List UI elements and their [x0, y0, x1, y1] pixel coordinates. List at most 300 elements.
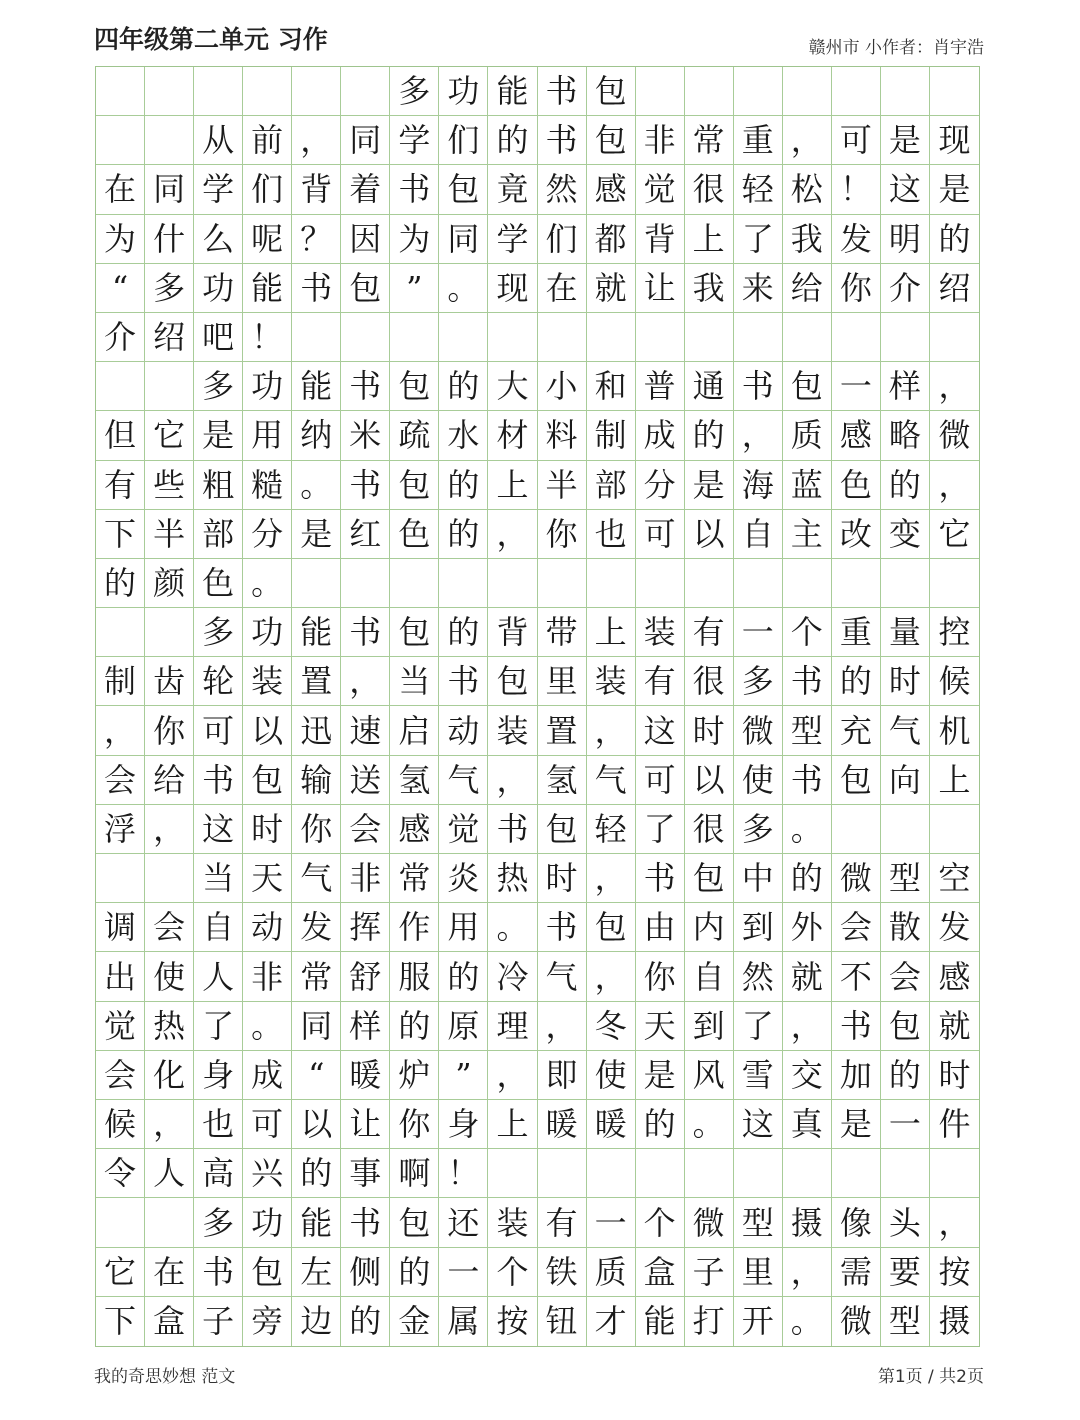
grid-cell: 改 — [832, 510, 881, 559]
grid-cell — [488, 313, 537, 362]
grid-cell: 可 — [636, 510, 685, 559]
grid-cell: 包 — [832, 756, 881, 805]
grid-cell: 是 — [685, 461, 734, 510]
grid-cell: 书 — [488, 805, 537, 854]
grid-cell: 。 — [243, 1002, 292, 1051]
grid-cell: 很 — [685, 805, 734, 854]
grid-cell: 装 — [587, 657, 636, 706]
grid-cell: 了 — [194, 1002, 243, 1051]
grid-cell: 服 — [390, 952, 439, 1001]
grid-cell: 能 — [488, 67, 537, 116]
grid-cell: 同 — [145, 165, 194, 214]
grid-cell: 调 — [96, 903, 145, 952]
grid-cell: 兴 — [243, 1149, 292, 1198]
grid-cell: 然 — [734, 952, 783, 1001]
grid-cell: 气 — [587, 756, 636, 805]
grid-cell: 不 — [832, 952, 881, 1001]
grid-cell: 天 — [243, 854, 292, 903]
grid-cell: 装 — [243, 657, 292, 706]
grid-cell: 是 — [930, 165, 979, 214]
grid-cell: 书 — [538, 67, 587, 116]
grid-cell: 包 — [587, 903, 636, 952]
grid-cell: 你 — [636, 952, 685, 1001]
grid-cell: 加 — [832, 1051, 881, 1100]
grid-cell: 由 — [636, 903, 685, 952]
grid-cell: 有 — [636, 657, 685, 706]
grid-cell: 然 — [538, 165, 587, 214]
grid-cell: 水 — [439, 411, 488, 460]
grid-cell: 发 — [930, 903, 979, 952]
grid-cell: 书 — [636, 854, 685, 903]
grid-cell: 事 — [341, 1149, 390, 1198]
grid-cell: 的 — [439, 362, 488, 411]
grid-cell: 质 — [783, 411, 832, 460]
grid-cell: 型 — [881, 1297, 930, 1346]
grid-cell: 的 — [390, 1002, 439, 1051]
grid-cell: 上 — [587, 608, 636, 657]
grid-cell — [930, 1149, 979, 1198]
grid-cell: 微 — [832, 854, 881, 903]
grid-cell: 人 — [194, 952, 243, 1001]
grid-cell: ， — [96, 706, 145, 755]
grid-cell: 在 — [538, 264, 587, 313]
grid-cell — [341, 67, 390, 116]
grid-cell: 什 — [145, 215, 194, 264]
grid-cell: 气 — [439, 756, 488, 805]
grid-cell: 摄 — [938, 1302, 971, 1341]
grid-cell: 炉 — [390, 1051, 439, 1100]
grid-cell: 制 — [587, 411, 636, 460]
grid-cell: ” — [439, 1051, 488, 1100]
grid-cell: 型 — [734, 1198, 783, 1247]
grid-cell: 到 — [685, 1002, 734, 1051]
grid-cell: 真 — [783, 1100, 832, 1149]
grid-cell: 色 — [194, 559, 243, 608]
grid-cell — [488, 1149, 537, 1198]
grid-cell: 为 — [390, 215, 439, 264]
grid-cell: 自 — [194, 903, 243, 952]
grid-cell — [145, 116, 194, 165]
grid-cell: 用 — [243, 411, 292, 460]
grid-cell — [636, 313, 685, 362]
grid-cell: 原 — [439, 1002, 488, 1051]
grid-cell: 感 — [930, 952, 979, 1001]
grid-cell: 在 — [96, 165, 145, 214]
grid-cell: 自 — [685, 952, 734, 1001]
grid-cell: 但 — [96, 411, 145, 460]
grid-cell: 需 — [832, 1248, 881, 1297]
grid-cell: 了 — [636, 805, 685, 854]
grid-cell — [145, 854, 194, 903]
grid-cell: 的 — [488, 116, 537, 165]
grid-cell: 书 — [734, 362, 783, 411]
grid-cell: ， — [930, 461, 979, 510]
grid-cell: 的 — [930, 215, 979, 264]
grid-cell: 的 — [881, 1051, 930, 1100]
grid-cell: 非 — [636, 116, 685, 165]
grid-cell: 成 — [636, 411, 685, 460]
grid-cell — [292, 559, 341, 608]
grid-cell: 我 — [685, 264, 734, 313]
grid-cell: 通 — [685, 362, 734, 411]
grid-cell — [587, 1149, 636, 1198]
grid-cell: 多 — [194, 362, 243, 411]
grid-cell: 书 — [194, 1248, 243, 1297]
grid-cell: 启 — [390, 706, 439, 755]
grid-cell — [881, 559, 930, 608]
grid-cell: 自 — [734, 510, 783, 559]
grid-cell: 候 — [930, 657, 979, 706]
grid-cell: 风 — [685, 1051, 734, 1100]
grid-cell: 就 — [783, 952, 832, 1001]
grid-cell: 包 — [587, 67, 636, 116]
grid-cell: 上 — [488, 1100, 537, 1149]
grid-cell: 给 — [145, 756, 194, 805]
grid-cell: 着 — [341, 165, 390, 214]
grid-cell: “ — [96, 264, 145, 313]
grid-cell: 冷 — [488, 952, 537, 1001]
grid-cell: 即 — [538, 1051, 587, 1100]
grid-cell: 多 — [194, 1198, 243, 1247]
grid-cell: 现 — [930, 116, 979, 165]
grid-cell: 才 — [587, 1297, 636, 1346]
grid-cell: 感 — [587, 165, 636, 214]
grid-cell: ， — [488, 756, 537, 805]
grid-cell: 松 — [783, 165, 832, 214]
grid-cell: 纳 — [292, 411, 341, 460]
grid-cell: 样 — [341, 1002, 390, 1051]
grid-cell: 一 — [832, 362, 881, 411]
grid-cell: 舒 — [341, 952, 390, 1001]
grid-cell: 半 — [538, 461, 587, 510]
grid-cell: ， — [145, 1100, 194, 1149]
grid-cell: 装 — [488, 706, 537, 755]
grid-cell — [341, 559, 390, 608]
grid-cell: 使 — [734, 756, 783, 805]
grid-cell: 置 — [538, 706, 587, 755]
document-title: 四年级第二单元 习作 — [94, 25, 328, 54]
grid-cell: 常 — [390, 854, 439, 903]
grid-cell: 微 — [685, 1198, 734, 1247]
grid-cell: 为 — [96, 215, 145, 264]
grid-cell: 装 — [488, 1198, 537, 1247]
grid-cell: 会 — [341, 805, 390, 854]
grid-cell: 一 — [734, 608, 783, 657]
grid-cell: 书 — [341, 1198, 390, 1247]
grid-cell: 分 — [636, 461, 685, 510]
grid-cell: 理 — [488, 1002, 537, 1051]
grid-cell: 感 — [832, 411, 881, 460]
grid-cell: 型 — [881, 854, 930, 903]
grid-cell: 身 — [439, 1100, 488, 1149]
grid-cell — [832, 67, 881, 116]
grid-cell: 使 — [587, 1051, 636, 1100]
grid-cell: 轻 — [587, 805, 636, 854]
writing-grid — [95, 66, 980, 1347]
grid-cell: 是 — [881, 116, 930, 165]
grid-cell: 浮 — [96, 805, 145, 854]
grid-cell: 包 — [390, 608, 439, 657]
grid-cell: 向 — [881, 756, 930, 805]
grid-cell: 你 — [292, 805, 341, 854]
grid-cell: 里 — [538, 657, 587, 706]
grid-cell: 的 — [783, 854, 832, 903]
grid-cell: 天 — [636, 1002, 685, 1051]
grid-cell: ， — [538, 1002, 587, 1051]
grid-cell: 米 — [341, 411, 390, 460]
grid-cell — [734, 67, 783, 116]
grid-cell: 包 — [783, 362, 832, 411]
grid-cell: 。 — [292, 461, 341, 510]
grid-cell: 微 — [832, 1297, 881, 1346]
grid-cell: 功 — [243, 362, 292, 411]
grid-cell: 给 — [783, 264, 832, 313]
grid-cell: 包 — [341, 264, 390, 313]
grid-cell: 速 — [341, 706, 390, 755]
grid-cell: 挥 — [341, 903, 390, 952]
grid-cell: 学 — [488, 215, 537, 264]
grid-cell: 充 — [832, 706, 881, 755]
grid-cell: 颜 — [145, 559, 194, 608]
grid-cell: 了 — [734, 1002, 783, 1051]
grid-cell: 。 — [243, 559, 292, 608]
grid-cell: 常 — [685, 116, 734, 165]
grid-cell — [783, 559, 832, 608]
grid-cell: 从 — [194, 116, 243, 165]
grid-cell: ， — [783, 1002, 832, 1051]
grid-cell: 它 — [145, 411, 194, 460]
grid-cell: 书 — [341, 608, 390, 657]
grid-cell: 包 — [488, 657, 537, 706]
grid-cell: 摄 — [783, 1198, 832, 1247]
grid-cell: 这 — [881, 165, 930, 214]
grid-cell: 多 — [734, 805, 783, 854]
author-info: 赣州市 小作者：肖宇浩 — [808, 38, 984, 58]
grid-cell: 半 — [145, 510, 194, 559]
grid-cell: 书 — [341, 461, 390, 510]
grid-cell: ， — [587, 952, 636, 1001]
grid-cell: 在 — [145, 1248, 194, 1297]
grid-cell: 空 — [930, 854, 979, 903]
grid-cell — [783, 313, 832, 362]
grid-cell: 我 — [783, 215, 832, 264]
grid-cell: 包 — [243, 756, 292, 805]
grid-cell — [538, 559, 587, 608]
grid-cell — [390, 313, 439, 362]
grid-cell: 大 — [488, 362, 537, 411]
grid-cell — [881, 805, 930, 854]
grid-cell — [587, 313, 636, 362]
grid-cell: 同 — [439, 215, 488, 264]
grid-cell: 出 — [96, 952, 145, 1001]
grid-cell — [636, 67, 685, 116]
grid-cell: 送 — [341, 756, 390, 805]
grid-cell: 制 — [96, 657, 145, 706]
grid-cell: 以 — [292, 1100, 341, 1149]
grid-cell: 气 — [292, 854, 341, 903]
grid-cell: ， — [488, 1051, 537, 1100]
grid-cell: 主 — [783, 510, 832, 559]
grid-cell: 它 — [96, 1248, 145, 1297]
grid-cell: ” — [390, 264, 439, 313]
grid-cell: 使 — [145, 952, 194, 1001]
grid-cell: 会 — [881, 952, 930, 1001]
grid-cell: 气 — [538, 952, 587, 1001]
grid-cell: 冬 — [587, 1002, 636, 1051]
grid-cell: ， — [783, 1248, 832, 1297]
grid-cell: 部 — [587, 461, 636, 510]
grid-cell: 背 — [292, 165, 341, 214]
grid-cell — [636, 1149, 685, 1198]
grid-cell: 的 — [439, 952, 488, 1001]
grid-cell — [930, 313, 979, 362]
grid-cell: 你 — [832, 264, 881, 313]
grid-cell: 的 — [439, 510, 488, 559]
grid-cell: ， — [930, 1198, 979, 1247]
grid-cell: ， — [587, 854, 636, 903]
grid-cell: 下 — [96, 510, 145, 559]
grid-cell: ？ — [292, 215, 341, 264]
grid-cell: 盒 — [636, 1248, 685, 1297]
grid-cell: 感 — [390, 805, 439, 854]
grid-cell — [96, 608, 145, 657]
grid-cell: 边 — [292, 1297, 341, 1346]
grid-cell: 和 — [587, 362, 636, 411]
grid-cell: “ — [292, 1051, 341, 1100]
grid-cell: 觉 — [439, 805, 488, 854]
grid-cell: 能 — [292, 608, 341, 657]
grid-cell: 明 — [881, 215, 930, 264]
grid-cell: 一 — [587, 1198, 636, 1247]
grid-cell: 前 — [243, 116, 292, 165]
grid-cell: 们 — [243, 165, 292, 214]
grid-cell: 书 — [439, 657, 488, 706]
grid-cell: 按 — [488, 1297, 537, 1346]
grid-cell: 它 — [930, 510, 979, 559]
grid-cell: 时 — [930, 1051, 979, 1100]
grid-cell — [292, 313, 341, 362]
grid-cell: 你 — [145, 706, 194, 755]
grid-cell: 以 — [685, 510, 734, 559]
grid-cell: 。 — [488, 903, 537, 952]
grid-cell: 很 — [685, 657, 734, 706]
grid-cell: 海 — [734, 461, 783, 510]
grid-cell: 侧 — [341, 1248, 390, 1297]
grid-cell: ， — [488, 510, 537, 559]
grid-cell: 微 — [734, 706, 783, 755]
grid-cell: 是 — [636, 1051, 685, 1100]
grid-cell: 的 — [832, 657, 881, 706]
grid-cell: 同 — [341, 116, 390, 165]
grid-cell: 这 — [194, 805, 243, 854]
grid-cell: 上 — [930, 756, 979, 805]
grid-cell: 以 — [685, 756, 734, 805]
grid-cell: 时 — [243, 805, 292, 854]
grid-cell: 觉 — [96, 1002, 145, 1051]
grid-cell: ， — [783, 116, 832, 165]
grid-cell: 有 — [96, 461, 145, 510]
grid-cell — [538, 1149, 587, 1198]
grid-cell — [881, 1149, 930, 1198]
grid-cell: 包 — [390, 362, 439, 411]
grid-cell: ， — [145, 805, 194, 854]
grid-cell: 带 — [538, 608, 587, 657]
grid-cell: 就 — [930, 1002, 979, 1051]
grid-cell: 现 — [488, 264, 537, 313]
grid-cell: 件 — [930, 1100, 979, 1149]
grid-cell: 发 — [832, 215, 881, 264]
grid-cell — [145, 362, 194, 411]
grid-cell: 包 — [243, 1248, 292, 1297]
grid-cell — [145, 1198, 194, 1247]
grid-cell — [341, 313, 390, 362]
grid-cell: 啊 — [390, 1149, 439, 1198]
grid-cell — [96, 854, 145, 903]
grid-cell: 样 — [881, 362, 930, 411]
grid-cell: 子 — [194, 1297, 243, 1346]
grid-cell: 属 — [439, 1297, 488, 1346]
grid-cell: 背 — [488, 608, 537, 657]
grid-cell: 的 — [439, 608, 488, 657]
grid-cell: 也 — [587, 510, 636, 559]
grid-cell: 粗 — [194, 461, 243, 510]
grid-cell — [685, 313, 734, 362]
grid-cell: 能 — [292, 362, 341, 411]
grid-cell: 包 — [390, 1198, 439, 1247]
grid-cell: 的 — [292, 1149, 341, 1198]
grid-cell — [96, 67, 145, 116]
grid-cell: 作 — [390, 903, 439, 952]
grid-cell: 外 — [783, 903, 832, 952]
grid-cell: 化 — [145, 1051, 194, 1100]
grid-cell: 。 — [439, 264, 488, 313]
grid-cell — [930, 805, 979, 854]
grid-cell — [881, 313, 930, 362]
grid-cell: 下 — [96, 1297, 145, 1346]
grid-cell: 多 — [734, 657, 783, 706]
grid-cell: 。 — [685, 1100, 734, 1149]
grid-cell: 左 — [292, 1248, 341, 1297]
grid-cell: ！ — [243, 313, 292, 362]
grid-cell: 功 — [194, 264, 243, 313]
grid-cell: 热 — [145, 1002, 194, 1051]
grid-cell: 糙 — [243, 461, 292, 510]
grid-cell — [96, 362, 145, 411]
grid-cell: 齿 — [145, 657, 194, 706]
grid-cell — [783, 67, 832, 116]
grid-cell: 包 — [881, 1002, 930, 1051]
grid-cell: 像 — [832, 1198, 881, 1247]
grid-cell: 介 — [96, 313, 145, 362]
grid-cell — [194, 67, 243, 116]
grid-cell: 学 — [390, 116, 439, 165]
grid-cell: 当 — [390, 657, 439, 706]
grid-cell: 。 — [783, 805, 832, 854]
grid-cell: 输 — [292, 756, 341, 805]
grid-cell: 材 — [488, 411, 537, 460]
grid-cell: 当 — [194, 854, 243, 903]
grid-cell: 装 — [636, 608, 685, 657]
grid-cell: 你 — [390, 1100, 439, 1149]
grid-cell: 到 — [734, 903, 783, 952]
grid-cell — [636, 559, 685, 608]
grid-cell: 上 — [685, 215, 734, 264]
grid-cell — [145, 67, 194, 116]
grid-cell: 背 — [636, 215, 685, 264]
grid-cell — [881, 67, 930, 116]
grid-cell: 人 — [145, 1149, 194, 1198]
grid-cell: 你 — [538, 510, 587, 559]
